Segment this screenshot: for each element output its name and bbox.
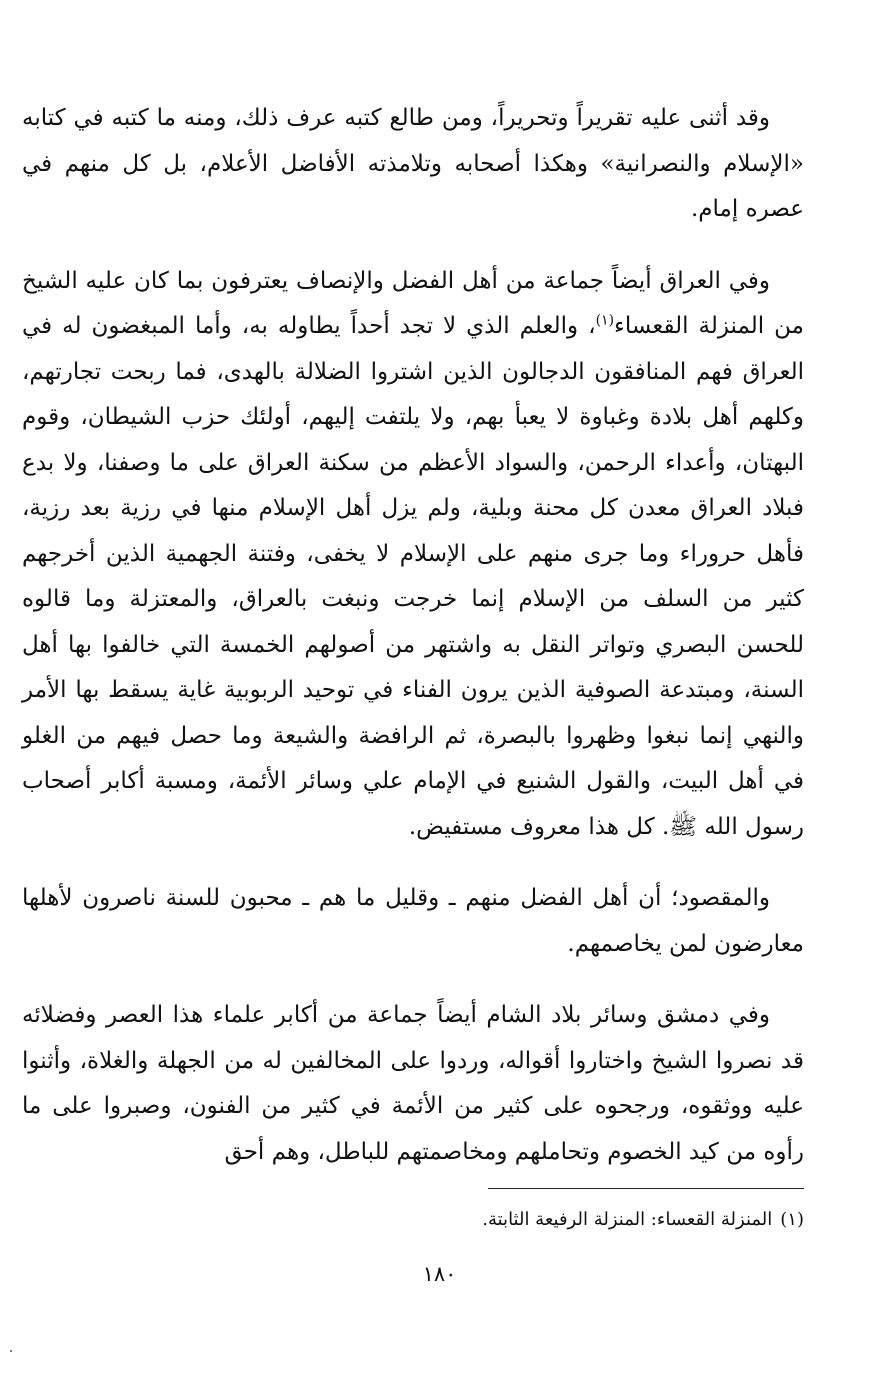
footnote-reference: (١) xyxy=(595,312,615,329)
paragraph-2-continuation: ، والعلم الذي لا تجد أحداً يطاوله به، وأما المبغضون له في العراق فهم المنافقون الدجالون الذين اشتروا الضلالة بالهدى، فما ربحت تجارتهم، وكلهم أهل بلادة وغباوة لا يعبأ بهم، ولا يلتفت إليهم، أولئك حزب الشيطان، وقوم البهتان، وأعداء الرحمن، والسواد الأعظم من سكنة العراق على ما وصفنا، ولا بدع فبلاد العراق معدن كل محنة وبلية، ولم يزل أهل الإسلام منها في رزية بعد رزية، فأهل حروراء وما جرى منهم على الإسلام لا يخفى، وفتنة الجهمية الذين أخرجهم كثير من السلف من الإسلام إنما خرجت ونبغت بالعراق، والمعتزلة وما قالوه للحسن البصري وتواتر النقل به واشتهر من أصولهم الخمسة التي خالفوا بها أهل السنة، ومبتدعة الصوفية الذين يرون الفناء في توحيد الربوبية غاية يسقط بها الأمر والنهي إنما نبغوا وظهروا بالبصرة، ثم الرافضة والشيعة وما حصل فيهم من الغلو في أهل البيت، والقول الشنيع في الإمام علي وسائر الأئمة، ومسبة أكابر أصحاب رسول الله ﷺ. كل هذا معروف مستفيض. xyxy=(22,313,804,840)
paragraph-2-opening: وفي العراق أيضاً جماعة من أهل الفضل والإنصاف يعترفون بما كان عليه الشيخ من المنزلة القعساء xyxy=(22,267,804,339)
footnote xyxy=(22,1204,804,1236)
paragraph-4: وفي دمشق وسائر بلاد الشام أيضاً جماعة من أكابر علماء هذا العصر وفضلائه قد نصروا الشيخ واختاروا أقواله، وردوا على المخالفين له من الجهلة والغلاة، وأثنوا عليه ووثقوه، ورجحوه على كثير من الأئمة في كثير من الفنون، وصبروا على ما رأوه من كيد الخصوم وتحاملهم ومخاصمتهم للباطل، وهم أحق xyxy=(22,1002,804,1165)
footnote-divider xyxy=(488,1188,804,1189)
footnote-marker: (١) xyxy=(780,1209,804,1230)
page-number: ١٨٠ xyxy=(422,1262,457,1286)
paragraph-3: والمقصود؛ أن أهل الفضل منهم ـ وقليل ما هم ـ محبون للسنة ناصرون لأهلها معارضون لمن يخاصمهم. xyxy=(22,885,804,957)
paragraph-2 xyxy=(22,259,804,851)
scan-speck xyxy=(10,1350,12,1352)
paragraph-1: وقد أثنى عليه تقريراً وتحريراً، ومن طالع كتبه عرف ذلك، ومنه ما كتبه في كتابه «الإسلام والنصرانية» وهكذا أصحابه وتلامذته الأفاضل الأعلام، بل كل منهم في عصره إمام. xyxy=(22,105,804,222)
footnote-text: المنزلة القعساء: المنزلة الرفيعة الثابتة. xyxy=(482,1209,773,1230)
main-text xyxy=(22,96,804,1201)
